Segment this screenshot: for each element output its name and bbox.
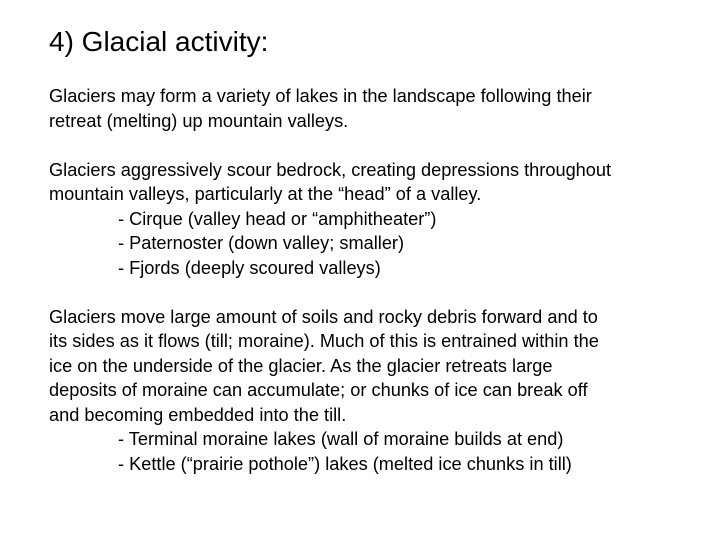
paragraph-moraine <box>49 305 709 477</box>
paragraph-scour <box>49 158 709 281</box>
list-item: - Kettle (“prairie pothole”) lakes (melted ice chunks in till) <box>118 453 572 474</box>
slide-body <box>49 84 709 476</box>
paragraph-line: deposits of moraine can accumulate; or chunks of ice can break off <box>49 380 588 400</box>
list-item: - Fjords (deeply scoured valleys) <box>118 257 381 278</box>
list-item: - Cirque (valley head or “amphitheater”) <box>118 208 437 229</box>
paragraph-line: and becoming embedded into the till. <box>49 404 347 425</box>
paragraph-line: Glaciers aggressively scour bedrock, creating depressions throughout <box>49 159 612 180</box>
paragraph-line: Glaciers move large amount of soils and rocky debris forward and to <box>49 306 598 327</box>
list-item: - Paternoster (down valley; smaller) <box>118 233 405 253</box>
paragraph-line: its sides as it flows (till; moraine). Much of this is entrained within the <box>49 331 599 351</box>
paragraph-line: ice on the underside of the glacier. As the glacier retreats large <box>49 355 553 376</box>
paragraph-line: retreat (melting) up mountain valleys. <box>49 110 349 131</box>
paragraph-line: mountain valleys, particularly at the “head” of a valley. <box>49 184 482 204</box>
paragraph-lakes-intro <box>49 84 709 133</box>
list-item: - Terminal moraine lakes (wall of moraine builds at end) <box>118 429 564 449</box>
slide-title: 4) Glacial activity: <box>49 26 269 57</box>
paragraph-line: Glaciers may form a variety of lakes in the landscape following their <box>49 86 592 106</box>
